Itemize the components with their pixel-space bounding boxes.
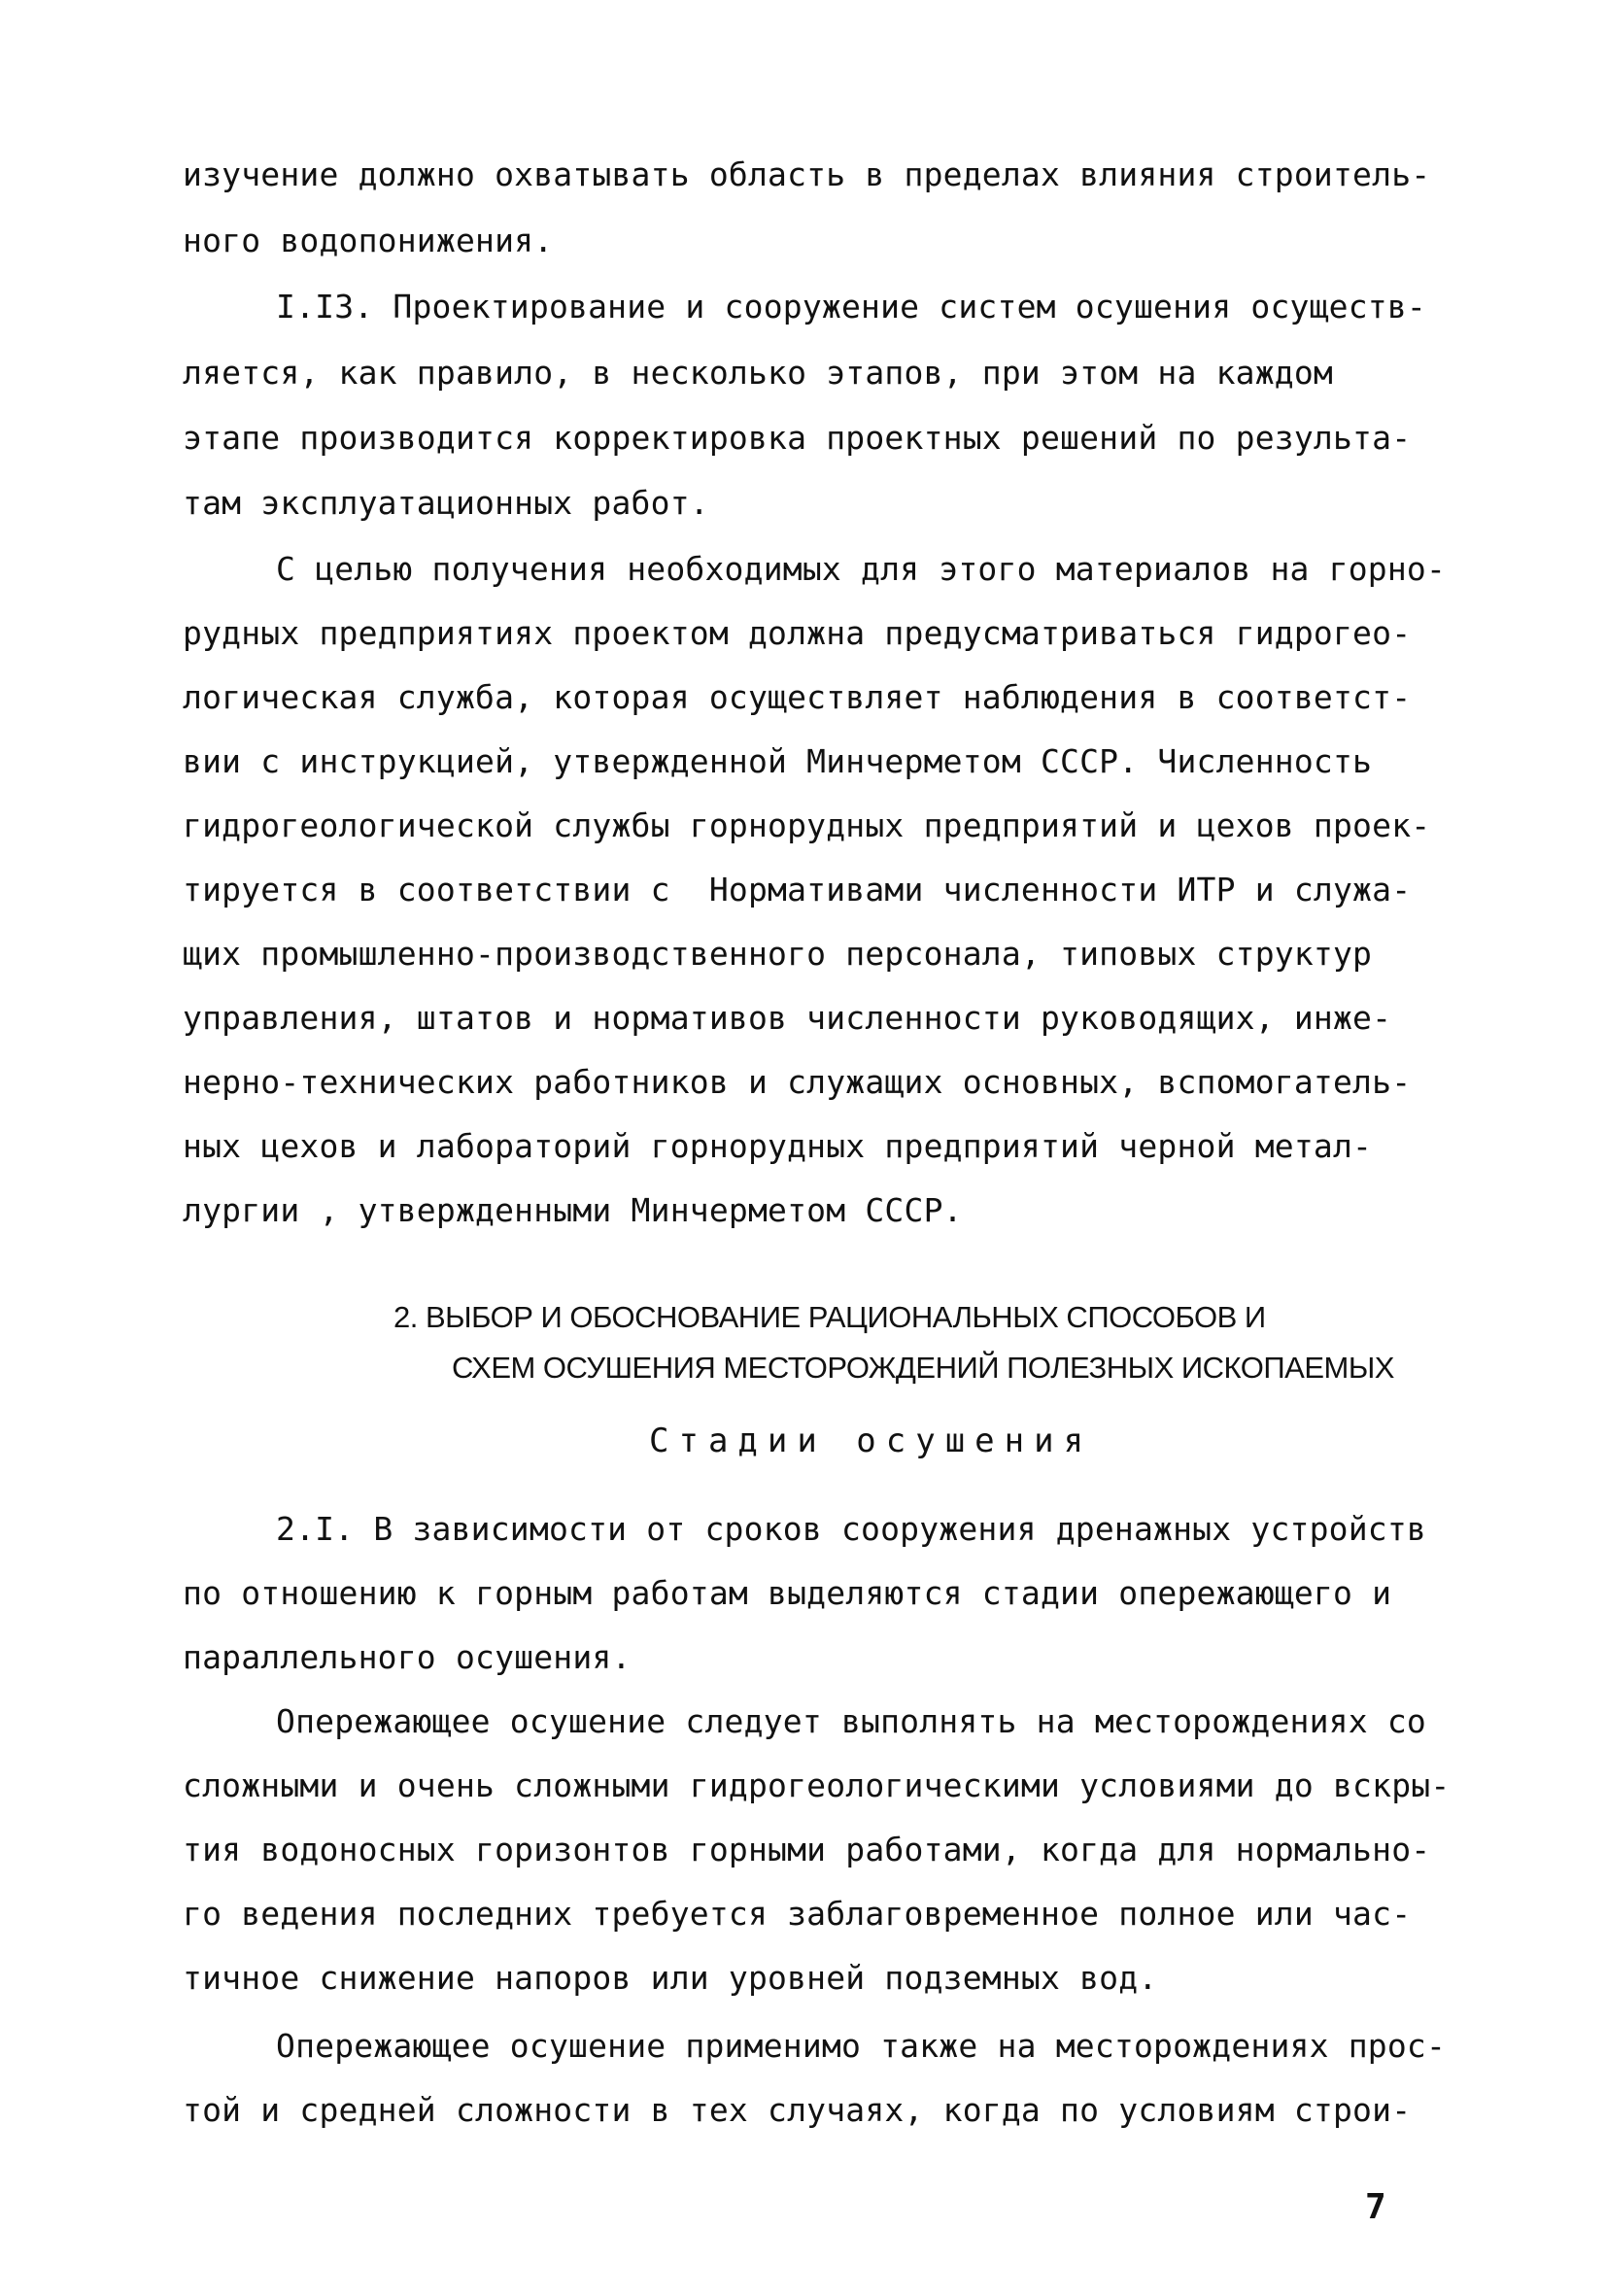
text-line: тичное снижение напоров или уровней подземных вод. xyxy=(183,1959,1158,1997)
text-line: С целью получения необходимых для этого материалов на горно- xyxy=(276,550,1447,588)
text-line: рудных предприятиях проектом должна предусматриваться гидрогео- xyxy=(183,614,1412,652)
page-number: 7 xyxy=(1365,2187,1386,2227)
text-line: щих промышленно-производственного персонала, типовых структур xyxy=(183,935,1373,973)
text-line: гидрогеологической службы горнорудных предприятий и цехов проек- xyxy=(183,806,1431,844)
text-line: логическая служба, которая осуществляет наблюдения в соответст- xyxy=(183,678,1412,716)
text-line: той и средней сложности в тех случаях, когда по условиям строи- xyxy=(183,2091,1412,2129)
text-line: параллельного осушения. xyxy=(183,1638,632,1676)
text-line: ляется, как правило, в несколько этапов, при этом на каждом xyxy=(183,354,1333,392)
text-line: по отношению к горным работам выделяются стадии опережающего и xyxy=(183,1574,1392,1612)
text-line: Опережающее осушение следует выполнять на месторождениях со xyxy=(276,1702,1426,1740)
text-line: I.I3. Проектирование и сооружение систем осушения осуществ- xyxy=(276,288,1426,326)
text-line: Опережающее осушение применимо также на месторождениях прос- xyxy=(276,2027,1447,2065)
text-line: тируется в соответствии с Нормативами численности ИТР и служа- xyxy=(183,871,1412,908)
text-line: там эксплуатационных работ. xyxy=(183,484,709,522)
text-line: нерно-технических работников и служащих основных, вспомогатель- xyxy=(183,1063,1412,1101)
text-line: сложными и очень сложными гидрогеологическими условиями до вскры- xyxy=(183,1766,1451,1804)
text-line: этапе производится корректировка проектных решений по результа- xyxy=(183,419,1412,457)
text-line: тия водоносных горизонтов горными работами, когда для нормально- xyxy=(183,1831,1431,1868)
text-line: ных цехов и лабораторий горнорудных предприятий черной метал- xyxy=(183,1127,1373,1165)
text-line: ного водопонижения. xyxy=(183,222,554,259)
text-line: го ведения последних требуется заблаговременное полное или час- xyxy=(183,1895,1412,1933)
section-heading-line-1: 2. ВЫБОР И ОБОСНОВАНИЕ РАЦИОНАЛЬНЫХ СПОСОБОВ И xyxy=(393,1300,1266,1334)
section-heading-line-2: СХЕМ ОСУШЕНИЯ МЕСТОРОЖДЕНИЙ ПОЛЕЗНЫХ ИСКОПАЕМЫХ xyxy=(452,1351,1394,1385)
text-line: изучение должно охватывать область в пределах влияния строитель- xyxy=(183,155,1431,193)
text-line: лургии , утвержденными Минчерметом СССР. xyxy=(183,1191,963,1229)
text-line: вии с инструкцией, утвержденной Минчерметом СССР. Численность xyxy=(183,742,1373,780)
subsection-heading: Стадии осушения xyxy=(649,1422,1094,1460)
text-line: управления, штатов и нормативов численности руководящих, инже- xyxy=(183,999,1392,1037)
text-line: 2.I. В зависимости от сроков сооружения дренажных устройств xyxy=(276,1510,1426,1548)
